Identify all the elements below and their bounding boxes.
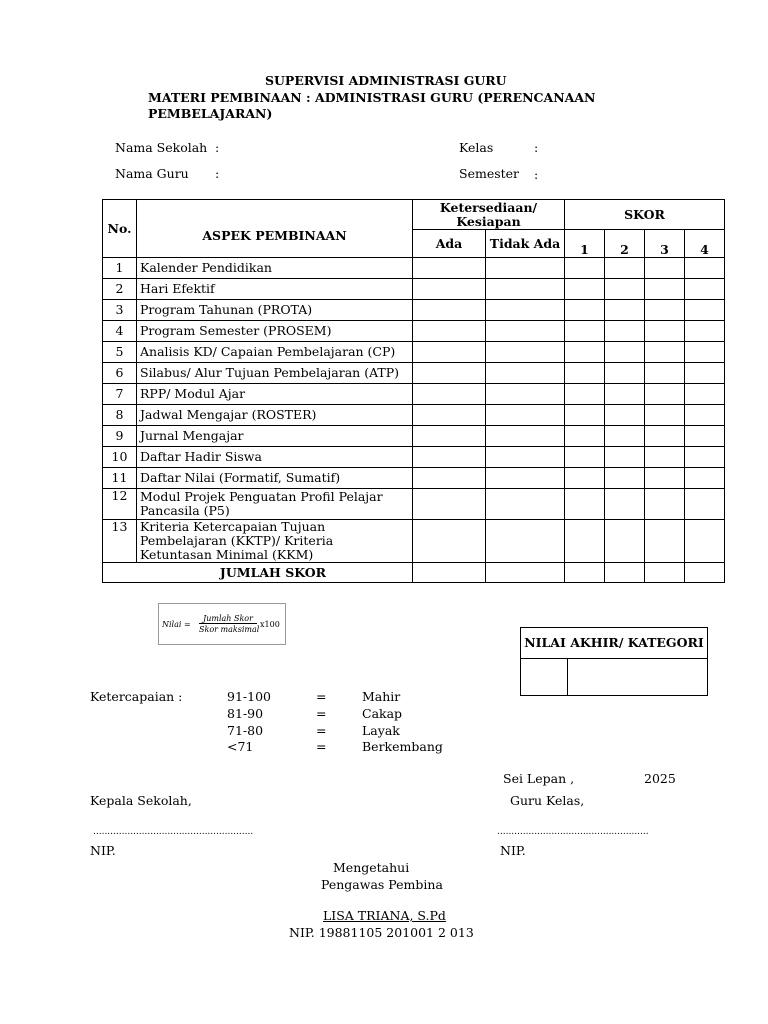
- ada-cell[interactable]: [413, 300, 486, 321]
- eq-3: =: [316, 723, 327, 738]
- skor-cell[interactable]: [685, 300, 725, 321]
- skor-cell[interactable]: [605, 279, 645, 300]
- skor-cell[interactable]: [645, 426, 685, 447]
- skor-cell[interactable]: [685, 321, 725, 342]
- ada-header: Ada: [413, 230, 486, 258]
- jumlah-row: [103, 563, 725, 583]
- ada-cell[interactable]: [413, 447, 486, 468]
- no-header: No.: [103, 200, 137, 258]
- tidak-ada-cell[interactable]: [486, 520, 565, 563]
- skor-cell[interactable]: [565, 489, 605, 520]
- skor-cell[interactable]: [565, 363, 605, 384]
- skor-cell[interactable]: [605, 258, 645, 279]
- row-aspek: Kalender Pendidikan: [137, 258, 413, 279]
- table-row: [103, 342, 725, 363]
- semester-label: Semester: [459, 166, 520, 181]
- skor-cell[interactable]: [645, 342, 685, 363]
- table-row: [103, 489, 725, 520]
- table-row: [103, 279, 725, 300]
- ada-cell[interactable]: [413, 321, 486, 342]
- tidak-ada-cell[interactable]: [486, 342, 565, 363]
- jumlah-skor-cell[interactable]: [565, 563, 605, 583]
- guru-nip: NIP.: [500, 843, 526, 858]
- skor-cell[interactable]: [685, 520, 725, 563]
- skor-cell[interactable]: [645, 321, 685, 342]
- row-aspek: Jadwal Mengajar (ROSTER): [137, 405, 413, 426]
- table-row: [103, 258, 725, 279]
- formula-label: Nilai =: [162, 620, 191, 629]
- row-aspek: Modul Projek Penguatan Profil Pelajar Pancasila (P5): [137, 489, 413, 520]
- skor-cell[interactable]: [685, 384, 725, 405]
- ada-cell[interactable]: [413, 405, 486, 426]
- table-row: [103, 447, 725, 468]
- row-no: 5: [103, 342, 137, 363]
- tidak-ada-cell[interactable]: [486, 489, 565, 520]
- table-row: [103, 520, 725, 563]
- pengawas-name: LISA TRIANA, S.Pd: [323, 908, 446, 923]
- kelas-colon: :: [534, 140, 539, 155]
- ketersediaan-header: Ketersediaan/ Kesiapan: [413, 200, 565, 230]
- ada-cell[interactable]: [413, 468, 486, 489]
- nilai-akhir-header: NILAI AKHIR/ KATEGORI: [521, 628, 708, 659]
- table-row: [103, 426, 725, 447]
- tidak-ada-cell[interactable]: [486, 321, 565, 342]
- row-no: 3: [103, 300, 137, 321]
- row-no: 4: [103, 321, 137, 342]
- category-1: Mahir: [362, 689, 401, 704]
- skor-cell[interactable]: [685, 426, 725, 447]
- nama-guru-colon: :: [215, 166, 220, 181]
- skor-col-3: 3: [645, 230, 685, 258]
- fraction-line: [199, 623, 257, 624]
- row-no: 13: [103, 520, 137, 563]
- skor-cell[interactable]: [565, 258, 605, 279]
- skor-cell[interactable]: [565, 279, 605, 300]
- skor-cell[interactable]: [645, 489, 685, 520]
- kelas-label: Kelas: [459, 140, 494, 155]
- ada-cell[interactable]: [413, 384, 486, 405]
- skor-cell[interactable]: [605, 384, 645, 405]
- tidak-ada-cell[interactable]: [486, 447, 565, 468]
- table-row: [103, 405, 725, 426]
- skor-cell[interactable]: [685, 447, 725, 468]
- range-3: 71-80: [227, 723, 264, 738]
- row-no: 12: [103, 489, 137, 520]
- skor-cell[interactable]: [605, 363, 645, 384]
- eq-1: =: [316, 689, 327, 704]
- tidak-ada-cell[interactable]: [486, 300, 565, 321]
- row-aspek: Daftar Nilai (Formatif, Sumatif): [137, 468, 413, 489]
- kategori-cell[interactable]: [568, 659, 708, 696]
- formula-denominator: Skor maksimal: [199, 625, 260, 634]
- row-no: 1: [103, 258, 137, 279]
- skor-cell[interactable]: [605, 300, 645, 321]
- skor-cell[interactable]: [565, 426, 605, 447]
- tidak-ada-cell[interactable]: [486, 426, 565, 447]
- category-3: Layak: [362, 723, 400, 738]
- skor-cell[interactable]: [645, 384, 685, 405]
- skor-cell[interactable]: [685, 489, 725, 520]
- row-aspek: Jurnal Mengajar: [137, 426, 413, 447]
- document-title: SUPERVISI ADMINISTRASI GURU: [265, 73, 507, 88]
- skor-cell[interactable]: [685, 342, 725, 363]
- skor-col-1: 1: [565, 230, 605, 258]
- skor-cell[interactable]: [565, 300, 605, 321]
- skor-cell[interactable]: [565, 447, 605, 468]
- guru-signature-line: .....................................................: [497, 827, 649, 837]
- formula-multiplier: x100: [260, 620, 280, 629]
- skor-cell[interactable]: [685, 363, 725, 384]
- ketercapaian-label: Ketercapaian :: [90, 689, 183, 704]
- semester-colon: :: [534, 167, 539, 182]
- aspek-header: ASPEK PEMBINAAN: [137, 200, 413, 258]
- tidak-ada-header: Tidak Ada: [486, 230, 565, 258]
- row-no: 2: [103, 279, 137, 300]
- mengetahui-label: Mengetahui: [333, 860, 410, 875]
- table-row: [103, 384, 725, 405]
- row-no: 9: [103, 426, 137, 447]
- skor-cell[interactable]: [565, 321, 605, 342]
- kepala-sekolah-label: Kepala Sekolah,: [90, 793, 192, 808]
- score-formula: [158, 603, 286, 645]
- tidak-ada-cell[interactable]: [486, 405, 565, 426]
- tidak-ada-cell[interactable]: [486, 258, 565, 279]
- nilai-cell[interactable]: [521, 659, 568, 696]
- jumlah-ada-cell[interactable]: [413, 563, 486, 583]
- jumlah-tidak-ada-cell[interactable]: [486, 563, 565, 583]
- materi-line-1: MATERI PEMBINAAN : ADMINISTRASI GURU (PERENCANAAN: [148, 90, 596, 105]
- skor-cell[interactable]: [605, 447, 645, 468]
- skor-cell[interactable]: [605, 321, 645, 342]
- pengawas-label: Pengawas Pembina: [321, 877, 443, 892]
- nama-sekolah-label: Nama Sekolah: [115, 140, 208, 155]
- skor-cell[interactable]: [685, 468, 725, 489]
- tidak-ada-cell[interactable]: [486, 384, 565, 405]
- row-no: 11: [103, 468, 137, 489]
- supervision-table: [102, 199, 725, 583]
- skor-cell[interactable]: [685, 258, 725, 279]
- jumlah-skor-cell[interactable]: [685, 563, 725, 583]
- row-aspek: Silabus/ Alur Tujuan Pembelajaran (ATP): [137, 363, 413, 384]
- kepala-signature-line: ........................................................: [93, 827, 254, 837]
- range-4: <71: [227, 739, 254, 754]
- table-row: [103, 363, 725, 384]
- jumlah-skor-label: JUMLAH SKOR: [103, 563, 413, 583]
- guru-kelas-label: Guru Kelas,: [510, 793, 585, 808]
- nama-sekolah-colon: :: [215, 140, 220, 155]
- skor-col-2: 2: [605, 230, 645, 258]
- jumlah-skor-cell[interactable]: [645, 563, 685, 583]
- formula-numerator: Jumlah Skor: [203, 614, 253, 623]
- skor-cell[interactable]: [565, 405, 605, 426]
- ada-cell[interactable]: [413, 520, 486, 563]
- skor-cell[interactable]: [645, 447, 685, 468]
- signature-place: Sei Lepan ,: [503, 771, 575, 786]
- skor-cell[interactable]: [645, 468, 685, 489]
- materi-line-2: PEMBELAJARAN): [148, 106, 273, 121]
- row-aspek: Program Tahunan (PROTA): [137, 300, 413, 321]
- skor-cell[interactable]: [645, 405, 685, 426]
- tidak-ada-cell[interactable]: [486, 363, 565, 384]
- signature-year: 2025: [644, 771, 676, 786]
- row-aspek: Kriteria Ketercapaian Tujuan Pembelajaran (KKTP)/ Kriteria Ketuntasan Minimal (KKM): [137, 520, 413, 563]
- skor-cell[interactable]: [605, 468, 645, 489]
- skor-cell[interactable]: [605, 342, 645, 363]
- skor-cell[interactable]: [565, 384, 605, 405]
- skor-cell[interactable]: [645, 300, 685, 321]
- range-1: 91-100: [227, 689, 271, 704]
- ada-cell[interactable]: [413, 489, 486, 520]
- nilai-akhir-table: [520, 627, 708, 696]
- table-row: [103, 300, 725, 321]
- skor-header: SKOR: [565, 200, 725, 230]
- skor-cell[interactable]: [685, 279, 725, 300]
- jumlah-skor-cell[interactable]: [605, 563, 645, 583]
- skor-cell[interactable]: [605, 520, 645, 563]
- row-no: 8: [103, 405, 137, 426]
- ada-cell[interactable]: [413, 342, 486, 363]
- tidak-ada-cell[interactable]: [486, 468, 565, 489]
- range-2: 81-90: [227, 706, 264, 721]
- category-4: Berkembang: [362, 739, 443, 754]
- kepala-nip: NIP.: [90, 843, 116, 858]
- skor-cell[interactable]: [605, 489, 645, 520]
- row-aspek: Analisis KD/ Capaian Pembelajaran (CP): [137, 342, 413, 363]
- skor-cell[interactable]: [605, 426, 645, 447]
- skor-cell[interactable]: [565, 342, 605, 363]
- row-aspek: RPP/ Modul Ajar: [137, 384, 413, 405]
- eq-2: =: [316, 706, 327, 721]
- skor-col-4: 4: [685, 230, 725, 258]
- row-no: 7: [103, 384, 137, 405]
- row-aspek: Program Semester (PROSEM): [137, 321, 413, 342]
- category-2: Cakap: [362, 706, 403, 721]
- skor-cell[interactable]: [565, 520, 605, 563]
- skor-cell[interactable]: [605, 405, 645, 426]
- eq-4: =: [316, 739, 327, 754]
- ada-cell[interactable]: [413, 258, 486, 279]
- skor-cell[interactable]: [645, 258, 685, 279]
- skor-cell[interactable]: [685, 405, 725, 426]
- table-row: [103, 321, 725, 342]
- skor-cell[interactable]: [565, 468, 605, 489]
- row-no: 6: [103, 363, 137, 384]
- skor-cell[interactable]: [645, 520, 685, 563]
- ada-cell[interactable]: [413, 363, 486, 384]
- pengawas-nip: NIP. 19881105 201001 2 013: [289, 925, 474, 940]
- row-aspek: Daftar Hadir Siswa: [137, 447, 413, 468]
- skor-cell[interactable]: [645, 363, 685, 384]
- row-no: 10: [103, 447, 137, 468]
- table-row: [103, 468, 725, 489]
- row-aspek: Hari Efektif: [137, 279, 413, 300]
- ada-cell[interactable]: [413, 279, 486, 300]
- nama-guru-label: Nama Guru: [115, 166, 189, 181]
- ada-cell[interactable]: [413, 426, 486, 447]
- skor-cell[interactable]: [645, 279, 685, 300]
- tidak-ada-cell[interactable]: [486, 279, 565, 300]
